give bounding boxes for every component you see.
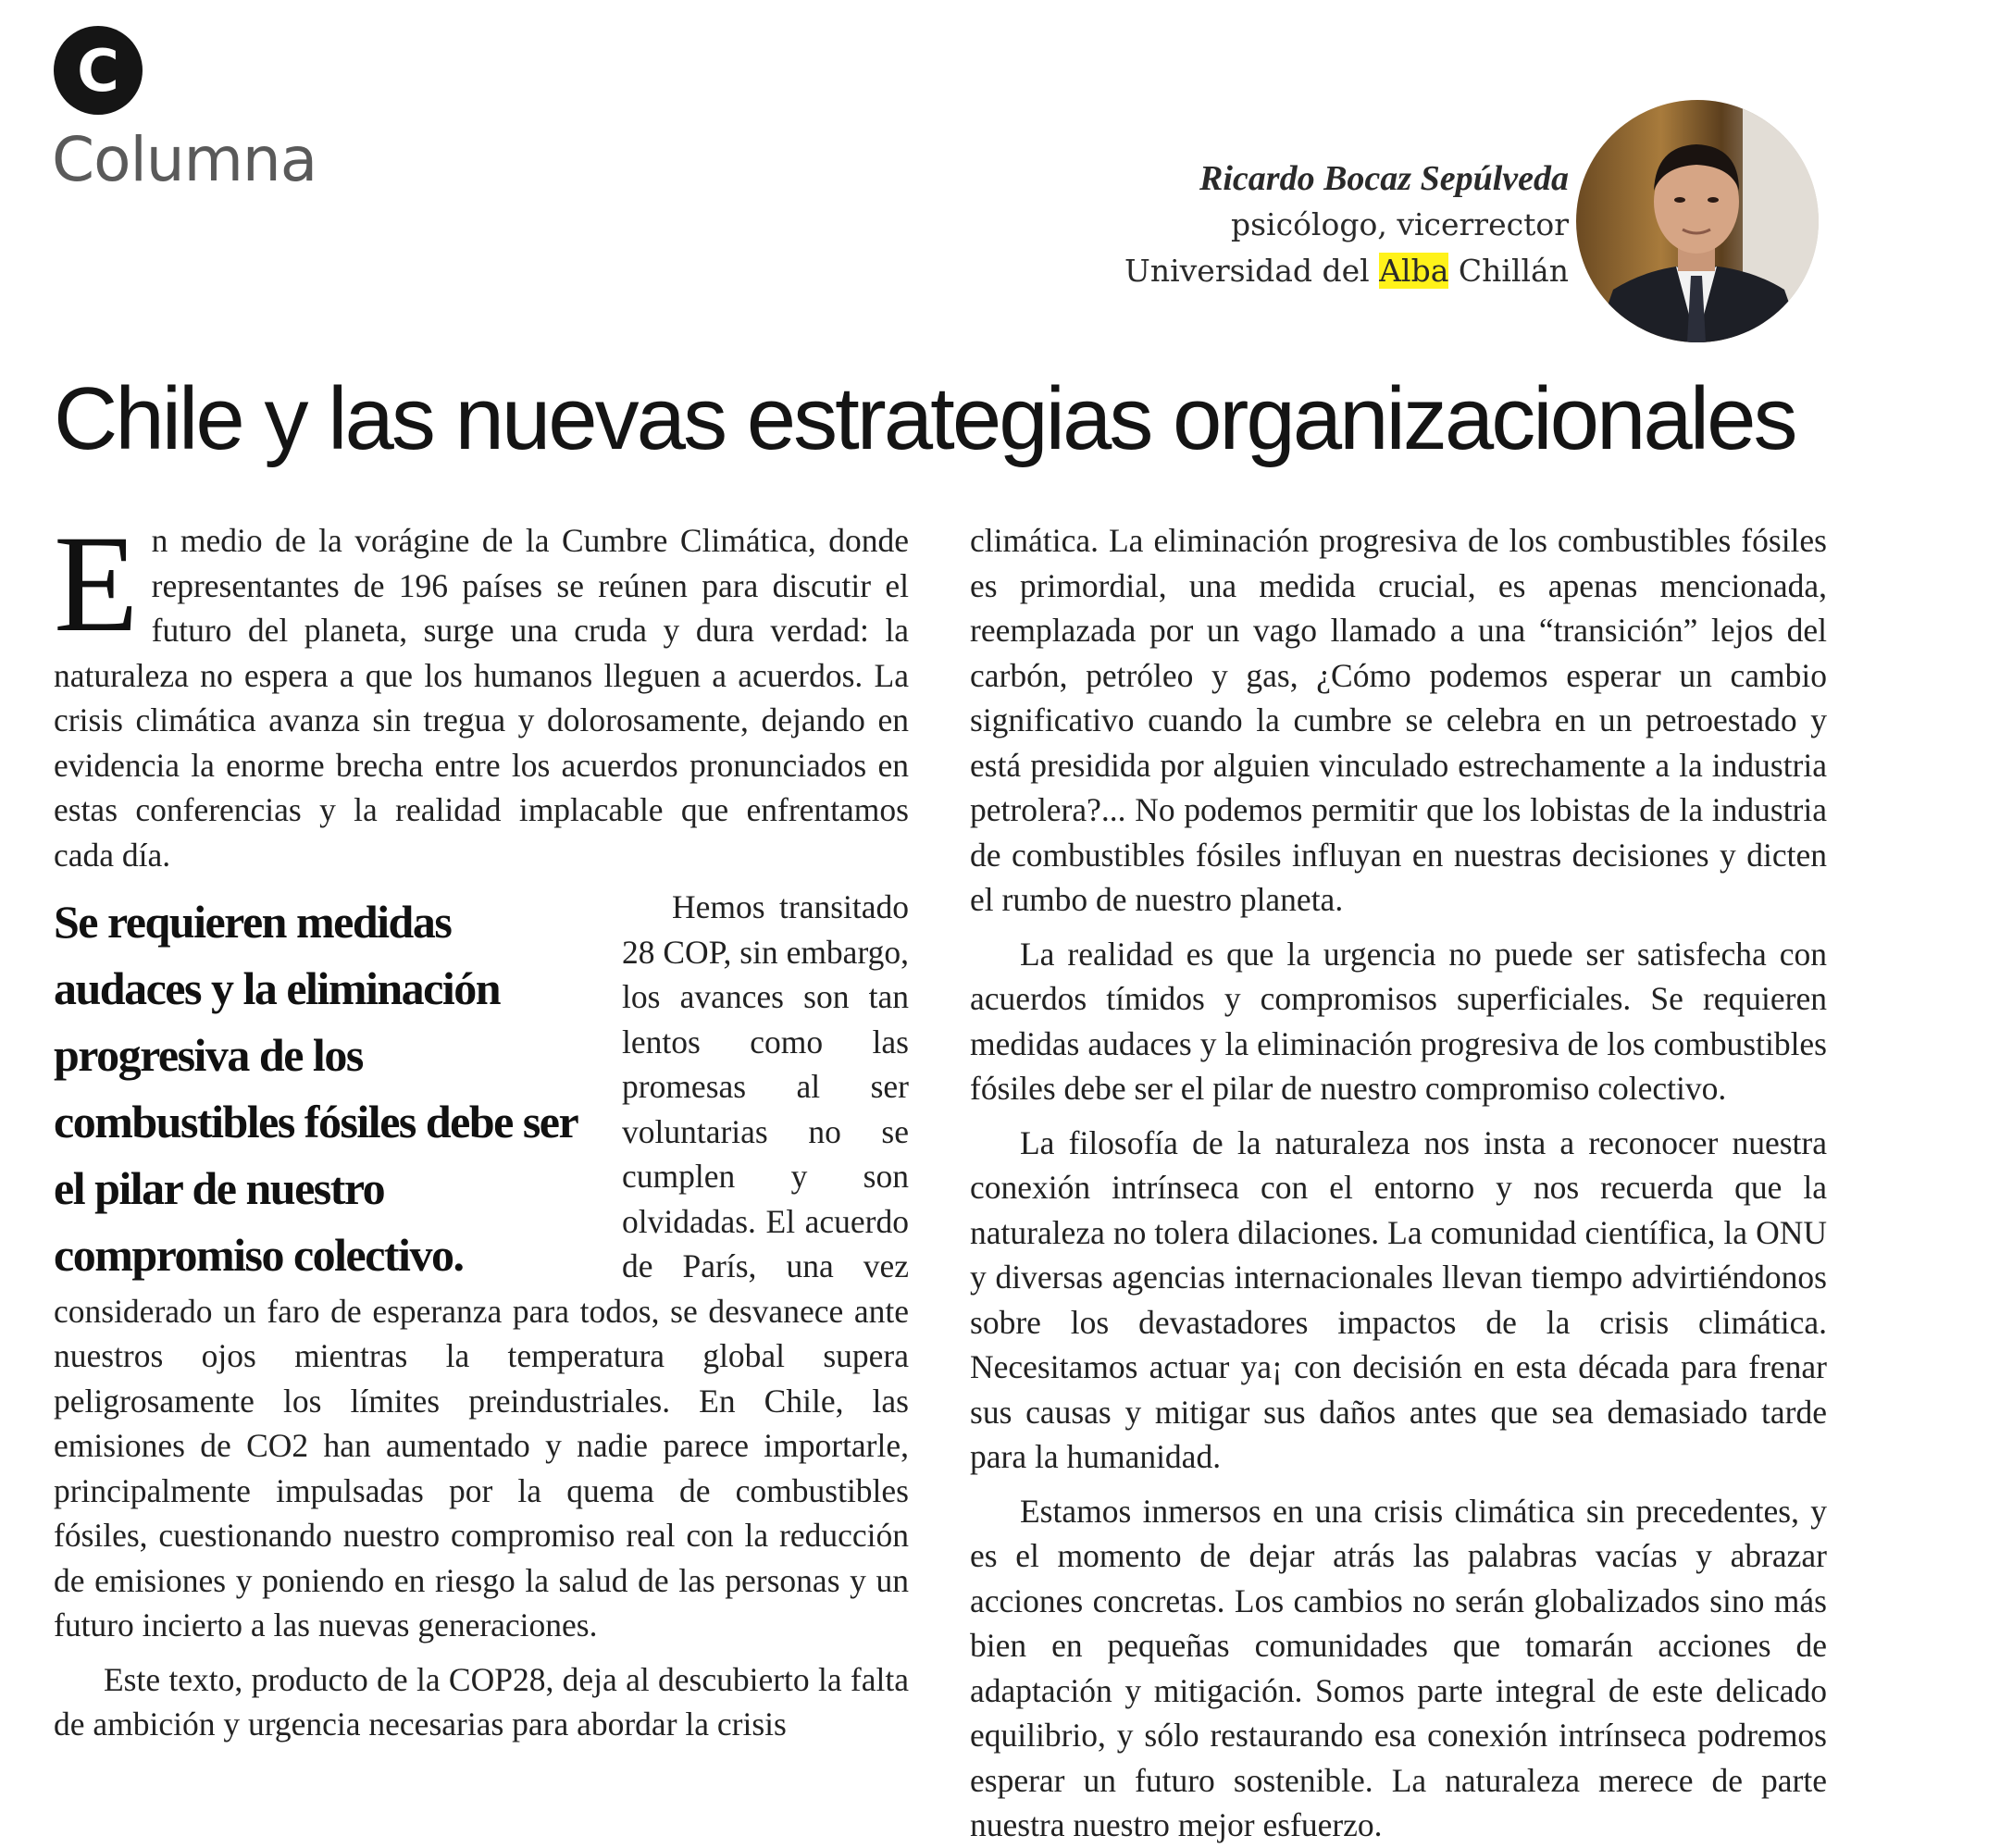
paragraph-4: La realidad es que la urgencia no puede ser satisfecha con acuerdos tímidos y compromisos superficiales. Se requieren medidas audaces y la eliminación progresiva de los combustibles fósiles debe ser el pilar de nuestro compromiso colectivo. [970, 935, 1827, 1107]
paragraph-5: La filosofía de la naturaleza nos insta a reconocer nuestra conexión intrínseca con el entorno y nos recuerda que la naturaleza no tolera dilaciones. La comunidad científica, la ONU y diversas agencias internacionales llevan tiempo advirtiéndonos sobre los devastadores impactos de la crisis climática. Necesitamos actuar ya¡ con decisión en esta década para frenar sus causas y mitigar sus daños antes que sea demasiado tarde para la humanidad. [970, 1123, 1827, 1475]
paragraph-6: Estamos inmersos en una crisis climática sin precedentes, y es el momento de dejar atrás las palabras vacías y abrazar acciones concretas. Los cambios no serán globalizados sino más bien en pequeñas comunidades que tomarán acciones de adaptación y mitigación. Somos parte integral de este delicado equilibrio, y sólo restaurando esa conexión intrínseca podremos esperar un futuro sostenible. La naturaleza merece de parte nuestra nuestro mejor esfuerzo. [970, 1492, 1827, 1843]
author-name: Ricardo Bocaz Sepúlveda [1199, 159, 1569, 198]
drop-cap: E [54, 507, 139, 661]
section-logo [54, 26, 143, 115]
paragraph-1-text: n medio de la vorágine de la Cumbre Climática, donde representantes de 196 países se reúnen para discutir el futuro del planeta, surge una cruda y dura verdad: la naturaleza no espera a que los humanos lleguen a acuerdos. La crisis climática avanza sin tregua y dolorosamente, dejando en evidencia la enorme brecha entre los acuerdos pronunciados en estas conferencias y la realidad implacable que enfrentamos cada día. [54, 522, 909, 874]
paragraph-3: Este texto, producto de la COP28, deja al descubierto la falta de ambición y urgencia necesarias para abordar la crisis [54, 1660, 909, 1743]
author-org-highlight: Alba [1379, 253, 1449, 289]
section-label: Columna [52, 124, 317, 195]
paragraph-1 [54, 507, 909, 877]
author-org-suffix: Chillán [1448, 253, 1569, 289]
paragraph-3-continued: climática. La eliminación progresiva de los combustibles fósiles es primordial, una medida crucial, es apenas mencionada, reemplazada por un vago llamado a una “transición” lejos del carbón, petróleo y gas, ¿Cómo podemos esperar un cambio significativo cuando la cumbre se celebra en un petroestado y está presidida por alguien vinculado estrechamente a la industria petrolera?... No podemos permitir que los lobistas de la industria de combustibles fósiles influyan en nuestras decisiones y dicten el rumbo de nuestro planeta. [970, 522, 1827, 918]
paragraph-2-text: Hemos transitado 28 COP, sin embargo, los avances son tan lentos como las promesas al ser voluntarias no se cumplen y son olvidadas. El acuerdo de París, una vez considerado un faro de esperanza para todos, se desvanece ante nuestros ojos mientras la temperatura global supera peligrosamente los límites preindustriales. En Chile, las emisiones de CO2 han aumentado y nadie parece importarle, principalmente impulsadas por la quema de combustibles fósiles, cuestionando nuestro compromiso real con la reducción de emisiones y poniendo en riesgo la salud de las personas y un futuro incierto a las nuevas generaciones. [54, 888, 909, 1643]
article-column-2 [970, 518, 1827, 1848]
author-photo [1576, 100, 1819, 342]
author-org [1124, 248, 1569, 294]
headline: Chile y las nuevas estrategias organizacionales [54, 369, 1795, 468]
author-role: psicólogo, vicerrector [1230, 206, 1569, 242]
article-column-1 [54, 507, 909, 1747]
author-byline [1124, 155, 1569, 294]
pull-quote: Se requieren medidas audaces y la eliminación progresiva de los combustibles fósiles debe ser el pilar de nuestro compromiso colectivo. [54, 896, 578, 1281]
logo-letter: C [77, 36, 119, 105]
author-org-prefix: Universidad del [1124, 253, 1380, 289]
